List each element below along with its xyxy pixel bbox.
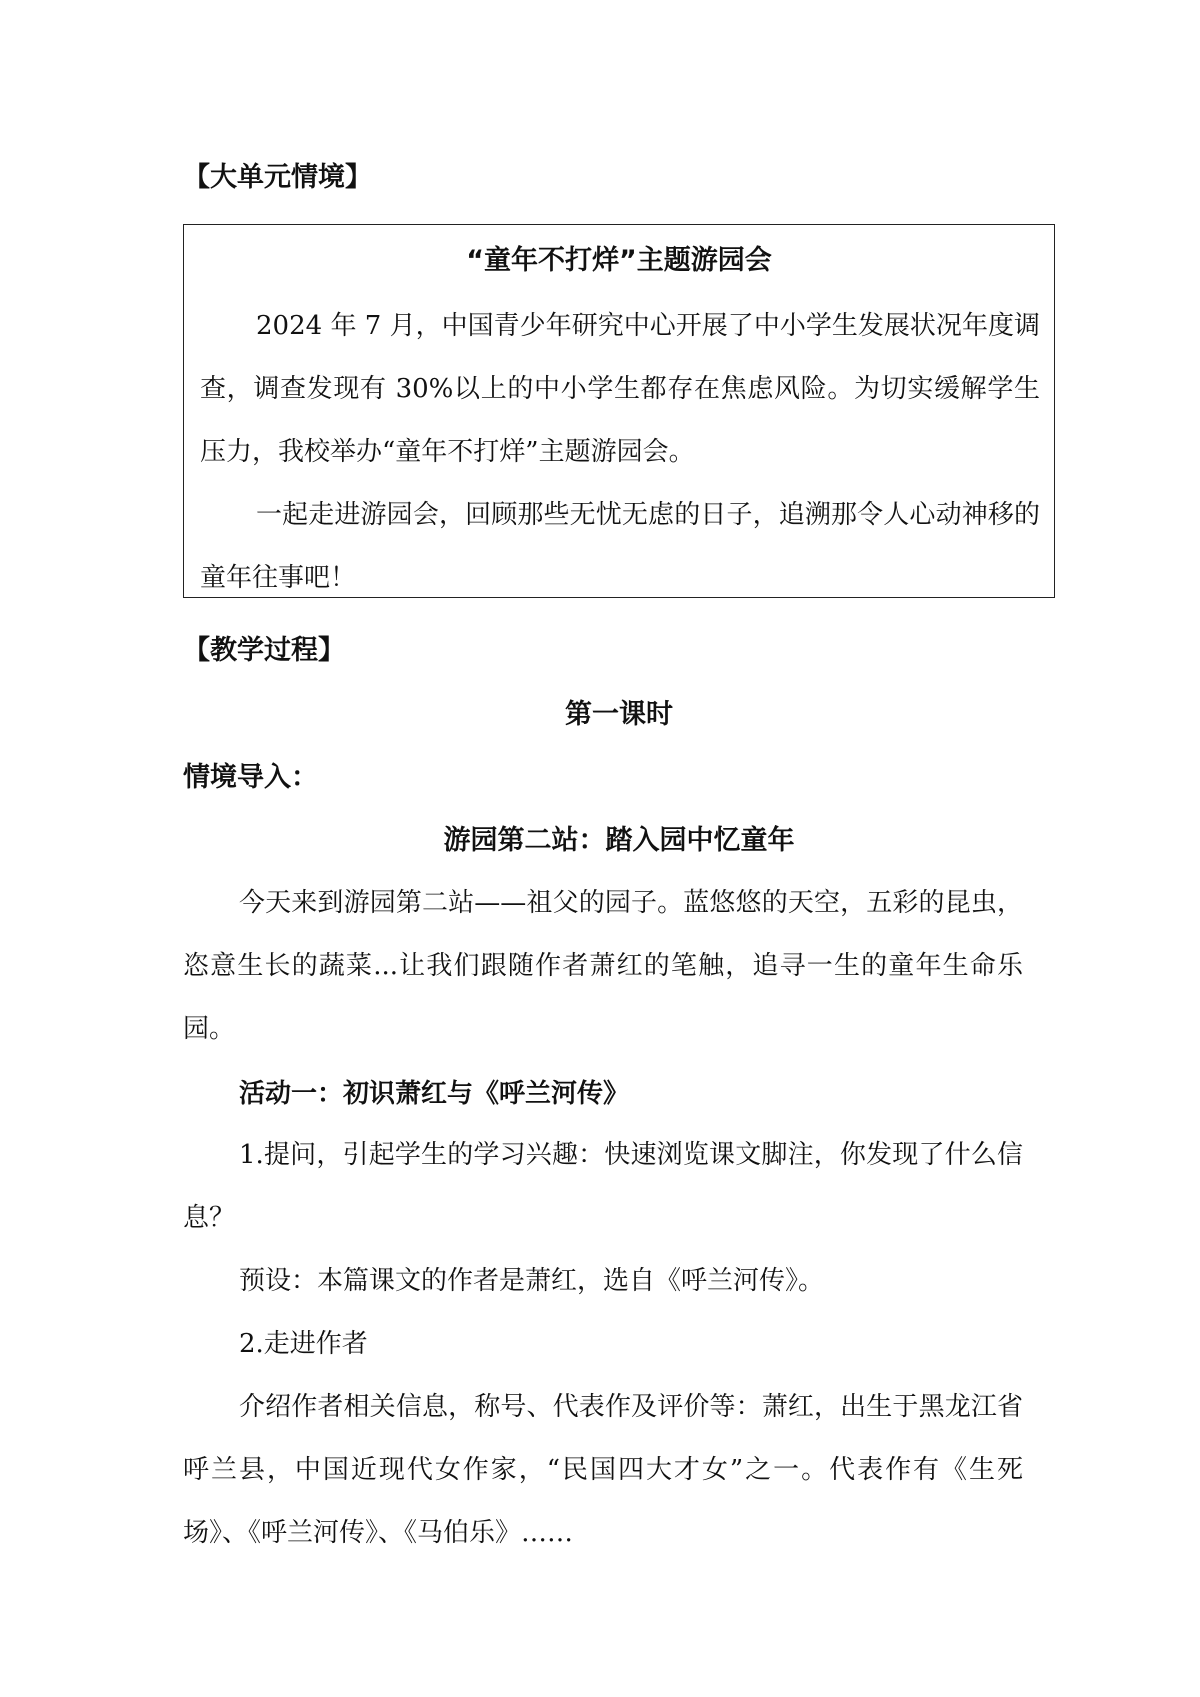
preset-answer: 预设：本篇课文的作者是萧红，选自《呼兰河传》。 bbox=[239, 1266, 825, 1296]
lesson-title: 第一课时 bbox=[565, 699, 673, 730]
section-heading-context: 【大单元情境】 bbox=[183, 162, 372, 193]
context-paragraph-invite: 一起走进游园会，回顾那些无忧无虑的日子，追溯那令人心动神移的童年往事吧！ bbox=[200, 500, 1040, 593]
step1-question: 1.提问，引起学生的学习兴趣：快速浏览课文脚注，你发现了什么信息？ bbox=[183, 1140, 1023, 1233]
intro-label: 情境导入： bbox=[183, 762, 318, 793]
author-intro-paragraph: 介绍作者相关信息，称号、代表作及评价等：萧红，出生于黑龙江省呼兰县，中国近现代女作家，“民国四大才女”之一。代表作有《生死场》、《呼兰河传》、《马伯乐》…… bbox=[183, 1392, 1023, 1548]
context-paragraph-survey: 2024 年 7 月，中国青少年研究中心开展了中小学生发展状况年度调查，调查发现有 30%以上的中小学生都存在焦虑风险。为切实缓解学生压力，我校举办“童年不打烊”主题游园会。 bbox=[200, 311, 1040, 467]
station-title: 游园第二站：踏入园中忆童年 bbox=[443, 825, 795, 856]
context-box-title: “童年不打烊”主题游园会 bbox=[466, 245, 772, 276]
intro-paragraph: 今天来到游园第二站——祖父的园子。蓝悠悠的天空，五彩的昆虫，恣意生长的蔬菜...让我们跟随作者萧红的笔触，追寻一生的童年生命乐园。 bbox=[183, 888, 1023, 1044]
section-heading-teaching-process: 【教学过程】 bbox=[183, 635, 345, 666]
step2-author: 2.走进作者 bbox=[239, 1329, 368, 1359]
context-box bbox=[183, 224, 1055, 598]
activity1-title: 活动一：初识萧红与《呼兰河传》 bbox=[239, 1079, 630, 1109]
